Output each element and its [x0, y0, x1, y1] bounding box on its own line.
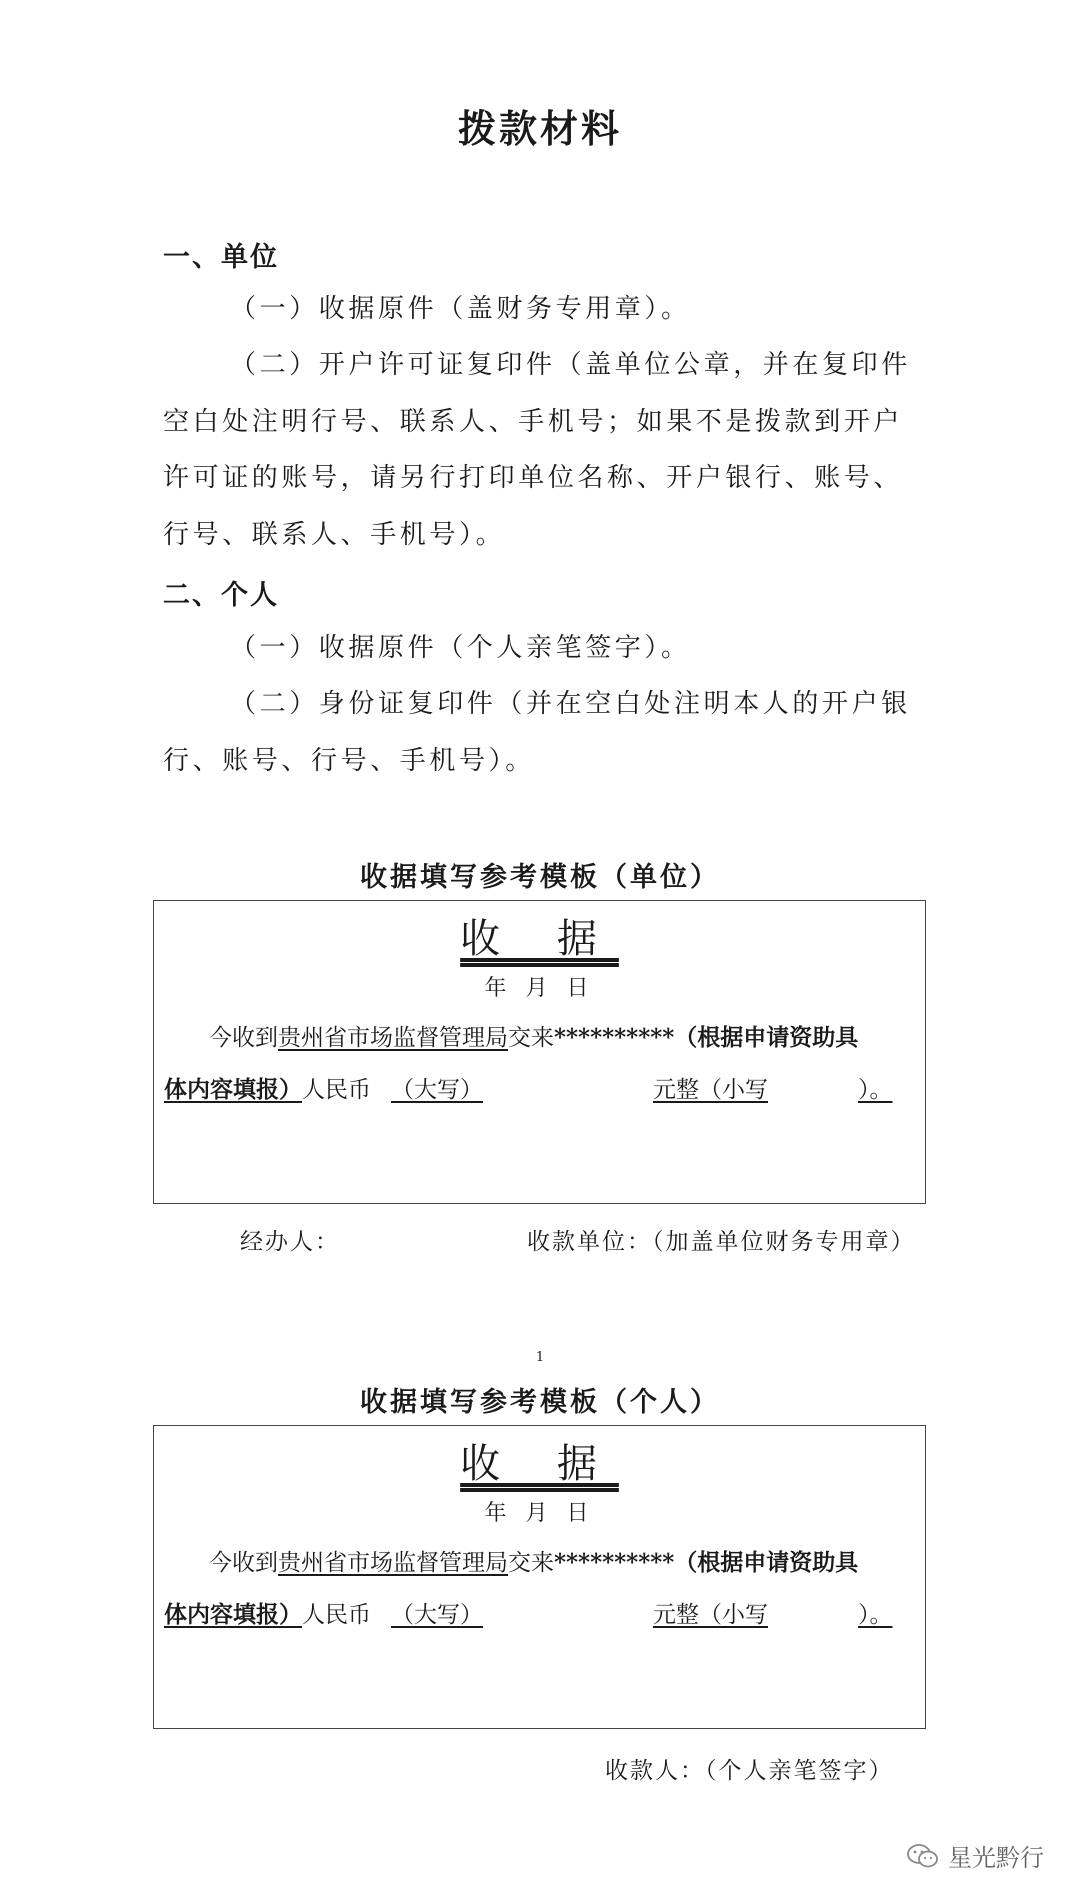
- receipt-line-2: [164, 1071, 893, 1104]
- receipt-yuan: 元整（小写: [653, 1602, 768, 1628]
- receipt-mid: 交来: [508, 1025, 554, 1051]
- receipt-yuan: 元整（小写: [653, 1077, 768, 1103]
- receipt-daxie: （大写）: [391, 1077, 483, 1103]
- unit-item-2: （二）开户许可证复印件（盖单位公章，并在复印件空白处注明行号、联系人、手机号；如果不是拨款到开户许可证的账号，请另行打印单位名称、开户银行、账号、行号、联系人、手机号）。: [163, 350, 911, 550]
- receipt-prefix: 今收到: [209, 1550, 278, 1576]
- receipt-rmb: 人民币: [302, 1602, 371, 1628]
- receipt-box-unit: [153, 900, 926, 1204]
- receipt-daxie: （大写）: [391, 1602, 483, 1628]
- receipt-note-a: （根据申请资助具: [674, 1024, 859, 1051]
- watermark-text: 星光黔行: [948, 1844, 1044, 1872]
- page-title: 拨款材料: [457, 106, 622, 151]
- receipt-box-personal: [153, 1425, 926, 1729]
- receipt-title: 收 据: [460, 1441, 619, 1487]
- receipt-date: 年 月 日: [484, 976, 595, 1001]
- receipt-payer: 贵州省市场监督管理局: [278, 1550, 508, 1576]
- receipt-note-b: 体内容填报）: [164, 1601, 302, 1628]
- section-heading-personal: 二、个人: [163, 580, 279, 611]
- receipt-mid: 交来: [508, 1550, 554, 1576]
- template-title-personal: 收据填写参考模板（个人）: [360, 1387, 720, 1418]
- receipt-stars: **********: [554, 1549, 675, 1576]
- receipt-line-2: [164, 1596, 893, 1629]
- receipt-date: 年 月 日: [484, 1501, 595, 1526]
- receipt-end: ）。: [858, 1077, 893, 1103]
- receipt-end: ）。: [858, 1602, 893, 1628]
- receipt-payer: 贵州省市场监督管理局: [278, 1025, 508, 1051]
- personal-item-2: （二）身份证复印件（并在空白处注明本人的开户银行、账号、行号、手机号）。: [163, 689, 911, 776]
- handler-label: 经办人：: [240, 1229, 340, 1255]
- receipt-note-a: （根据申请资助具: [674, 1549, 859, 1576]
- wechat-icon: [906, 1843, 940, 1869]
- page-number: 1: [535, 1350, 545, 1365]
- section-heading-unit: 一、单位: [163, 242, 279, 273]
- personal-signer-label: 收款人：（个人亲笔签字）: [605, 1758, 894, 1784]
- personal-item-1: （一）收据原件（个人亲笔签字）。: [230, 633, 691, 663]
- receipt-stars: **********: [554, 1024, 675, 1051]
- unit-item-1: （一）收据原件（盖财务专用章）。: [230, 294, 691, 324]
- receipt-line-1: [209, 1019, 858, 1052]
- unit-signer-label: 收款单位：（加盖单位财务专用章）: [527, 1229, 916, 1255]
- receipt-line-1: [209, 1544, 858, 1577]
- receipt-rmb: 人民币: [302, 1077, 371, 1103]
- watermark: [906, 1838, 1044, 1873]
- template-title-unit: 收据填写参考模板（单位）: [360, 862, 720, 893]
- receipt-note-b: 体内容填报）: [164, 1076, 302, 1103]
- receipt-title: 收 据: [460, 916, 619, 962]
- receipt-prefix: 今收到: [209, 1025, 278, 1051]
